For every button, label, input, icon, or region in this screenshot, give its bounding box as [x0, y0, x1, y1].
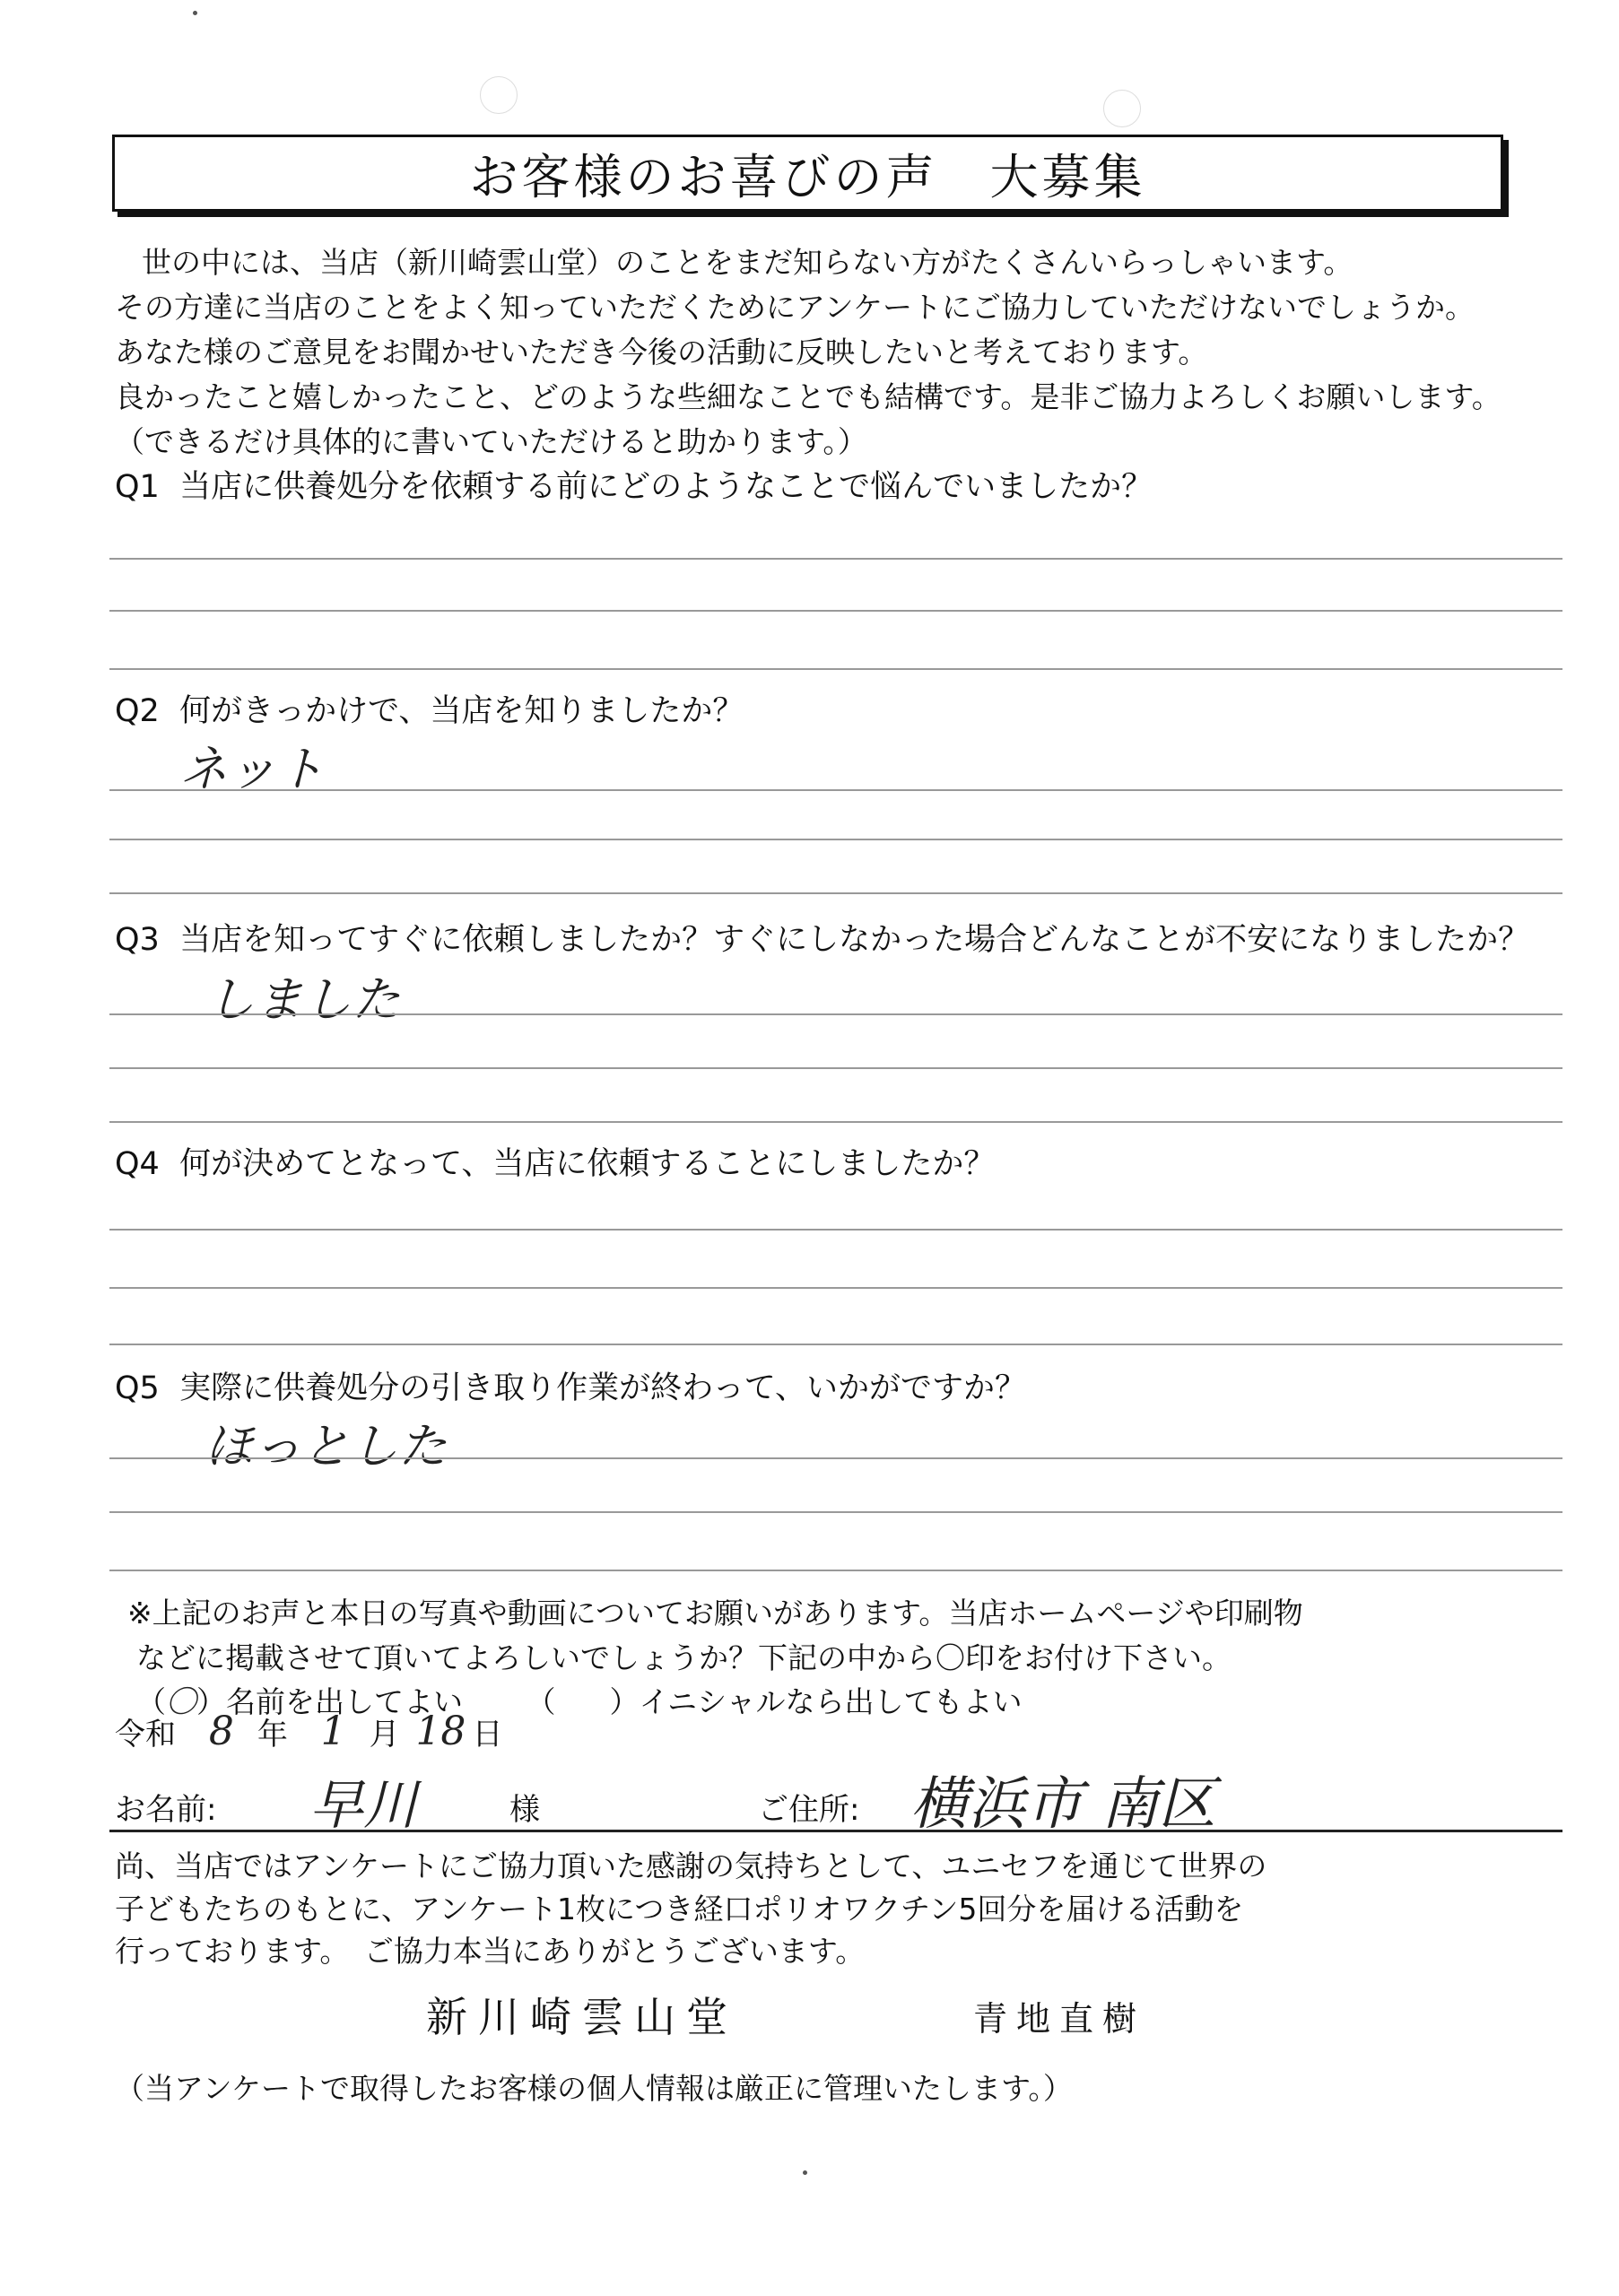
- question-text: 実際に供養処分の引き取り作業が終わって、いかがですか？: [179, 1370, 1027, 1406]
- answer-rule: [109, 1229, 1562, 1231]
- intro-line: 良かったこと嬉しかったこと、どのような些細なことでも結構です。是非ご協力よろしくお願いします。: [115, 379, 1501, 414]
- honorific: 様: [509, 1792, 540, 1828]
- address-value: 横浜市 南区: [910, 1771, 1216, 1838]
- question-label: Q1: [115, 469, 160, 505]
- question-text: 何が決めてとなって、当店に依頼することにしましたか？: [179, 1146, 996, 1182]
- scan-speck: [193, 11, 197, 15]
- question-text: 当店を知ってすぐに依頼しましたか？すぐにしなかった場合どんなことが不安になりましたか？: [179, 922, 1530, 958]
- consent-option-1-label: 名前を出してよい: [226, 1684, 463, 1719]
- intro-line: その方達に当店のことをよく知っていただくためにアンケートにご協力していただけないでしょうか。: [115, 290, 1475, 325]
- question-label: Q4: [115, 1146, 160, 1182]
- intro-line: （できるだけ具体的に書いていただけると助かります。）: [115, 424, 867, 459]
- answer-rule: [109, 1511, 1562, 1513]
- consent-options: （〇）名前を出してよい （ ）イニシャルなら出してもよい: [136, 1684, 1023, 1720]
- scan-speck: [803, 2170, 807, 2175]
- question-label: Q2: [115, 693, 160, 729]
- intro-line: あなた様のご意見をお聞かせいただき今後の活動に反映したいと考えております。: [115, 335, 1208, 370]
- answer-rule: [109, 1344, 1562, 1345]
- privacy-note: （当アンケートで取得したお客様の個人情報は厳正に管理いたします。）: [115, 2071, 1073, 2106]
- answer-rule: [109, 892, 1562, 894]
- question-text: 何がきっかけで、当店を知りましたか？: [179, 693, 744, 729]
- consent-option-1-mark[interactable]: 〇: [166, 1684, 196, 1720]
- question-text: 当店に供養処分を依頼する前にどのようなことで悩んでいましたか？: [179, 469, 1153, 505]
- answer-rule: [109, 1570, 1562, 1571]
- date-year: 8: [208, 1709, 234, 1754]
- consent-line-2: などに掲載させて頂いてよろしいでしょうか？下記の中から〇印をお付け下さい。: [136, 1640, 1232, 1675]
- question-label: Q3: [115, 922, 160, 958]
- question-5: [115, 1363, 1026, 1408]
- name-label: お名前:: [115, 1792, 217, 1828]
- signature-rule: [109, 1830, 1562, 1832]
- company-name: 新川崎雲山堂: [426, 1993, 738, 2041]
- date-era: 令和: [115, 1717, 176, 1752]
- answer-rule: [109, 558, 1562, 560]
- page-title: お客様のお喜びの声 大募集: [112, 135, 1503, 212]
- date-day: 18: [415, 1709, 466, 1754]
- question-4: [115, 1139, 995, 1184]
- date-day-unit: 日: [472, 1717, 503, 1752]
- answer-5: ほっとした: [205, 1418, 447, 1474]
- punch-hole-right: [1103, 90, 1141, 127]
- consent-option-2-label: イニシャルなら出してもよい: [639, 1684, 1023, 1719]
- answer-rule: [109, 839, 1562, 840]
- question-2: [115, 686, 744, 731]
- intro-paragraph: [115, 240, 1501, 465]
- answer-rule: [109, 1287, 1562, 1289]
- footer-line-1: 尚、当店ではアンケートにご協力頂いた感謝の気持ちとして、ユニセフを通じて世界の: [115, 1848, 1267, 1883]
- date-month-unit: 月: [369, 1717, 400, 1752]
- answer-3: しました: [206, 971, 400, 1028]
- consent-line-1: ※上記のお声と本日の写真や動画についてお願いがあります。当店ホームページや印刷物: [127, 1596, 1303, 1631]
- answer-rule: [109, 668, 1562, 670]
- footer-line-3: 行っております。 ご協力本当にありがとうございます。: [115, 1934, 866, 1969]
- date-month: 1: [320, 1709, 346, 1754]
- answer-rule: [109, 789, 1562, 791]
- date-line: [115, 1709, 502, 1754]
- footer-line-2: 子どもたちのもとに、アンケート1枚につき経口ポリオワクチン5回分を届ける活動を: [115, 1892, 1244, 1926]
- answer-rule: [109, 1121, 1562, 1123]
- answer-2: ネット: [179, 741, 325, 797]
- name-value: 早川: [309, 1774, 417, 1837]
- question-3: [115, 915, 1529, 960]
- question-1: [115, 462, 1153, 507]
- representative-name: 青地直樹: [973, 1999, 1146, 2039]
- punch-hole-left: [480, 76, 518, 114]
- answer-rule: [109, 610, 1562, 612]
- date-year-unit: 年: [257, 1717, 288, 1752]
- address-label: ご住所:: [758, 1792, 860, 1828]
- answer-rule: [109, 1067, 1562, 1069]
- question-label: Q5: [115, 1370, 160, 1406]
- answer-rule: [109, 1457, 1562, 1459]
- answer-rule: [109, 1013, 1562, 1015]
- intro-line: 世の中には、当店（新川崎雲山堂）のことをまだ知らない方がたくさんいらっしゃいます。: [142, 245, 1354, 280]
